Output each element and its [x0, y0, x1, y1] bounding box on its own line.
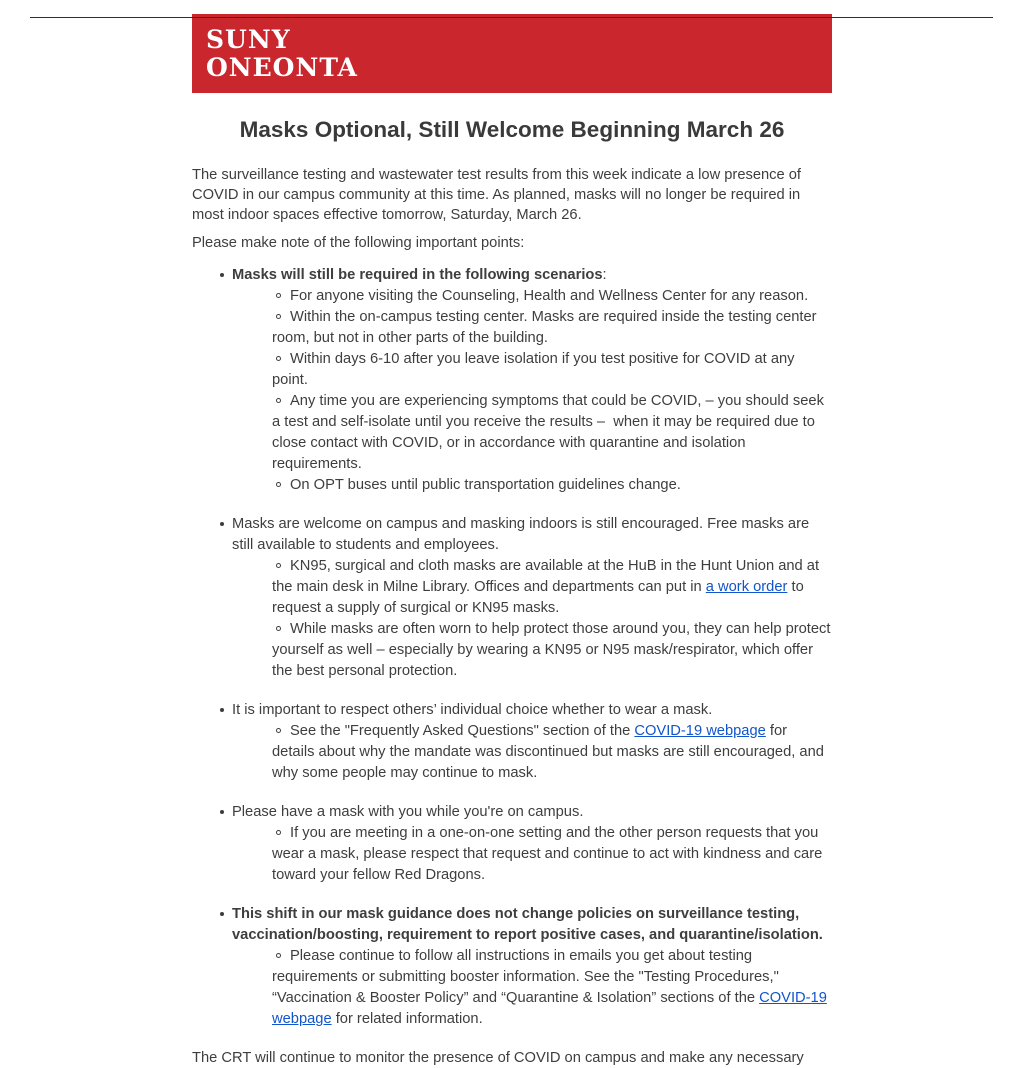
covid-19-webpage-link[interactable]: COVID-19 webpage: [634, 723, 766, 739]
circle-bullet-icon: [276, 728, 281, 733]
text-run: Within days 6-10 after you leave isolation if you test positive for COVID at any point.: [272, 351, 795, 388]
bullet-item: [192, 265, 832, 286]
sub-bullet-item: [192, 307, 832, 349]
covid-19-webpage-link-2[interactable]: COVID-19 webpage: [272, 990, 827, 1027]
sub-bullet-item: [192, 349, 832, 391]
sub-bullet-item: [192, 721, 832, 784]
bullet-group: [192, 904, 832, 1030]
sub-bullet-text: [272, 723, 824, 781]
intro-paragraph: The surveillance testing and wastewater test results from this week indicate a low presence of COVID in our campus community at this time. As planned, masks will no longer be required in most indoor spaces effective tomorrow, Saturday, March 26.: [192, 167, 802, 223]
bullet-item: [192, 514, 832, 556]
sub-bullet-text: [272, 825, 822, 883]
suny-oneonta-logo: [206, 26, 358, 82]
circle-bullet-icon: [276, 314, 281, 319]
bullet-disc-icon: [220, 912, 224, 916]
text-run: KN95, surgical and cloth masks are available at the HuB in the Hunt Union and at the main desk in Milne Library. Offices and departments can put in: [272, 558, 820, 595]
bullet-disc-icon: [220, 810, 224, 814]
sub-bullet-text: [272, 351, 795, 388]
sub-bullet-text: [290, 477, 681, 493]
circle-bullet-icon: [276, 563, 281, 568]
bullet-item: [192, 700, 832, 721]
bullet-text: [232, 267, 607, 283]
text-run: Masks are welcome on campus and masking indoors is still encouraged. Free masks are still available to students and employees.: [232, 516, 810, 553]
work-order-link[interactable]: a work order: [705, 579, 788, 595]
bullet-disc-icon: [220, 273, 224, 277]
closing-paragraph: The CRT will continue to monitor the presence of COVID on campus and make any necessary: [192, 1050, 804, 1066]
logo-line-2: ONEONTA: [206, 52, 358, 82]
sub-bullet-text: [290, 288, 808, 304]
sub-bullet-item: [192, 823, 832, 886]
bold-text: Masks will still be required in the following scenarios: [232, 267, 603, 283]
text-run: It is important to respect others’ individual choice whether to wear a mask.: [232, 702, 713, 718]
sub-bullet-item: [192, 556, 832, 619]
text-run: Please have a mask with you while you're on campus.: [232, 804, 584, 820]
bullet-item: [192, 802, 832, 823]
bullet-group: [192, 700, 832, 784]
sub-bullet-text: [272, 309, 817, 346]
bullet-text: [232, 804, 583, 820]
text-run: Within the on-campus testing center. Masks are required inside the testing center room, but not in other parts of the building.: [272, 309, 817, 346]
page-title: Masks Optional, Still Welcome Beginning March 26: [239, 117, 785, 142]
circle-bullet-icon: [276, 626, 281, 631]
bullet-group: [192, 514, 832, 682]
circle-bullet-icon: [276, 293, 281, 298]
sub-bullet-item: [192, 619, 832, 682]
sub-bullet-text: [272, 621, 830, 679]
bold-text: This shift in our mask guidance does not change policies on surveillance testing, vaccination/boosting, requirement to report positive cases, and quarantine/isolation.: [232, 906, 823, 943]
text-run: While masks are often worn to help protect those around you, they can help protect yourself as well – especially by wearing a KN95 or N95 mask/respirator, which offer the best personal protection.: [272, 621, 831, 679]
text-run: See the "Frequently Asked Questions" section of the: [290, 723, 635, 739]
text-run: Please continue to follow all instructions in emails you get about testing requirements or submitting booster information. See the "Testing Procedures," “Vaccination & Booster Policy” and “Quarantine & Isolation” sections of the: [272, 948, 779, 1006]
email-content: [192, 14, 832, 1068]
bullet-group: [192, 802, 832, 886]
text-run: If you are meeting in a one-on-one setting and the other person requests that you wear a mask, please respect that request and continue to act with kindness and care toward your fellow Red Dragons.: [272, 825, 823, 883]
top-divider: [30, 17, 993, 18]
circle-bullet-icon: [276, 398, 281, 403]
text-run: for related information.: [331, 1011, 483, 1027]
sub-bullet-item: [192, 286, 832, 307]
circle-bullet-icon: [276, 830, 281, 835]
bullet-item: [192, 904, 832, 946]
bullet-disc-icon: [220, 522, 224, 526]
circle-bullet-icon: [276, 482, 281, 487]
text-run: :: [602, 267, 607, 283]
logo-line-1: SUNY: [206, 24, 291, 54]
sub-bullet-item: [192, 475, 832, 496]
sub-bullet-text: [272, 558, 819, 616]
email-page: [0, 14, 1024, 1066]
sub-bullet-item: [192, 391, 832, 475]
bullet-disc-icon: [220, 708, 224, 712]
text-run: Any time you are experiencing symptoms that could be COVID, – you should seek a test and self-isolate until you receive the results – when it may be required due to close contact with COVID, or in accordance with quarantine and isolation requirements.: [272, 393, 824, 472]
text-run: for details about why the mandate was discontinued but masks are still encouraged, and why some people may continue to mask.: [272, 723, 824, 781]
bullet-text: [232, 906, 823, 943]
bullet-text: [232, 516, 809, 553]
bullet-list: [192, 265, 832, 1030]
circle-bullet-icon: [276, 953, 281, 958]
text-run: On OPT buses until public transportation guidelines change.: [290, 477, 681, 493]
text-run: to request a supply of surgical or KN95 masks.: [272, 579, 804, 616]
circle-bullet-icon: [276, 356, 281, 361]
bullet-text: [232, 702, 712, 718]
sub-bullet-text: [272, 948, 827, 1027]
bullet-group: [192, 265, 832, 496]
intro-note: Please make note of the following important points:: [192, 235, 525, 251]
sub-bullet-item: [192, 946, 832, 1030]
brand-banner: [192, 14, 832, 93]
text-run: For anyone visiting the Counseling, Health and Wellness Center for any reason.: [290, 288, 809, 304]
sub-bullet-text: [272, 393, 824, 472]
